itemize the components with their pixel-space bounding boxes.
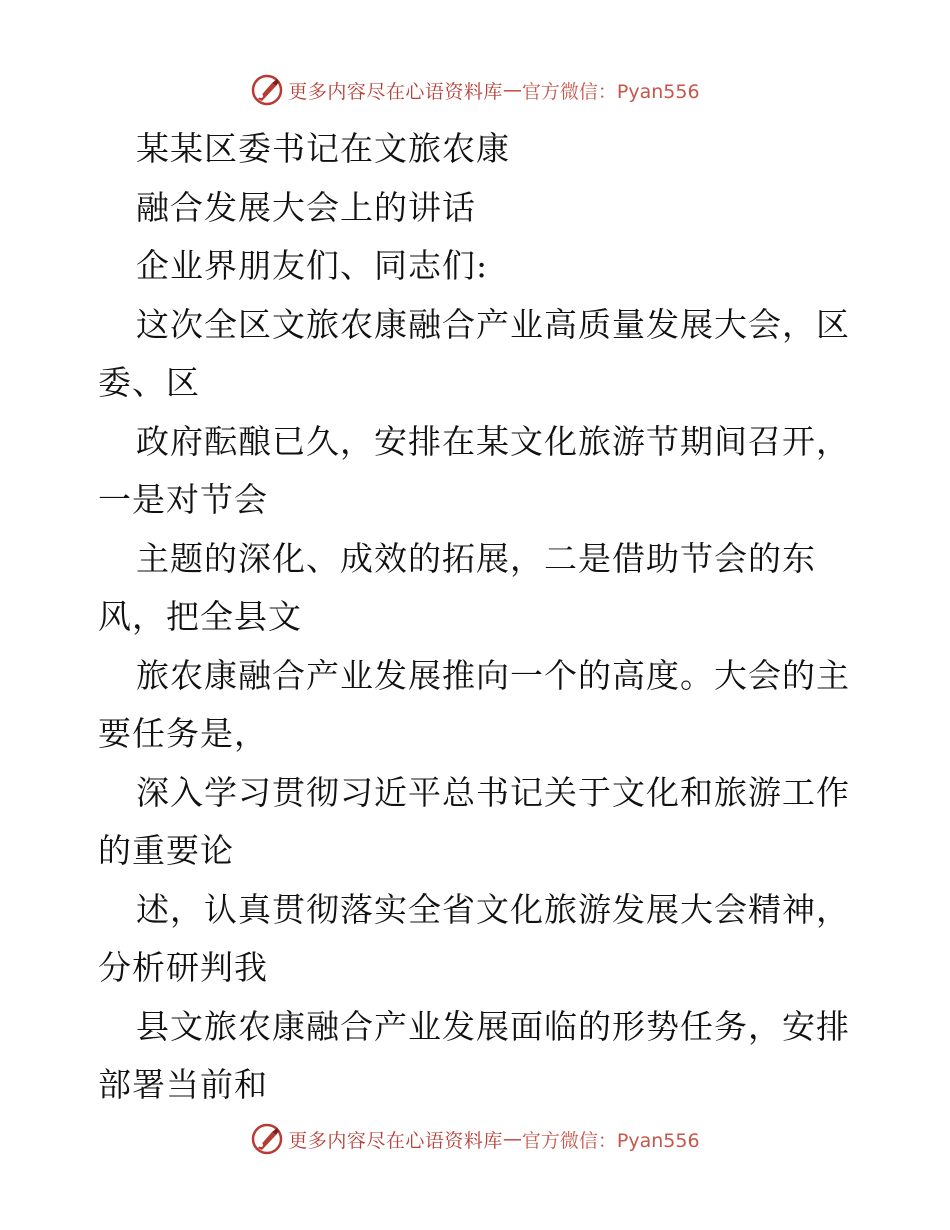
paragraph-line: 旅农康融合产业发展推向一个的高度。大会的主 [136,655,850,695]
title-line-1: 某某区委书记在文旅农康 [136,129,510,168]
paragraph-line: 的重要论 [98,831,234,870]
paragraph-line: 部署当前和 [98,1065,268,1104]
paragraph-line: 述，认真贯彻落实全省文化旅游发展大会精神， [136,889,850,929]
paragraph-line: 一是对节会 [98,480,268,519]
paragraph-line: 这次全区文旅农康融合产业高质量发展大会，区 [136,304,850,344]
salutation: 企业界朋友们、同志们: [136,246,489,285]
paragraph-line: 深入学习贯彻习近平总书记关于文化和旅游工作 [136,772,850,812]
footer-watermark [0,1119,950,1159]
watermark-wechat-text: 官方微信：Pyan556 [521,1129,700,1152]
watermark-separator: — [502,1128,522,1150]
title-line-2: 融合发展大会上的讲话 [136,187,476,227]
watermark-separator: — [502,79,522,101]
paragraph-line: 风，把全县文 [98,597,302,636]
watermark-site-text: 更多内容尽在心语资料库 [288,1129,503,1152]
header-watermark [0,70,950,110]
document-body [98,120,858,1115]
pen-logo-icon [250,73,284,107]
watermark-site-text: 更多内容尽在心语资料库 [288,80,503,103]
paragraph-line: 县文旅农康融合产业发展面临的形势任务，安排 [136,1006,850,1046]
paragraph-line: 委、区 [98,363,200,402]
paragraph-line: 要任务是， [98,714,268,753]
paragraph-line: 分析研判我 [98,948,268,987]
paragraph-line: 政府酝酿已久，安排在某文化旅游节期间召开， [136,421,850,461]
watermark-wechat-text: 官方微信：Pyan556 [521,80,700,103]
pen-logo-icon [250,1122,284,1156]
paragraph-line: 主题的深化、成效的拓展，二是借助节会的东 [136,538,816,578]
